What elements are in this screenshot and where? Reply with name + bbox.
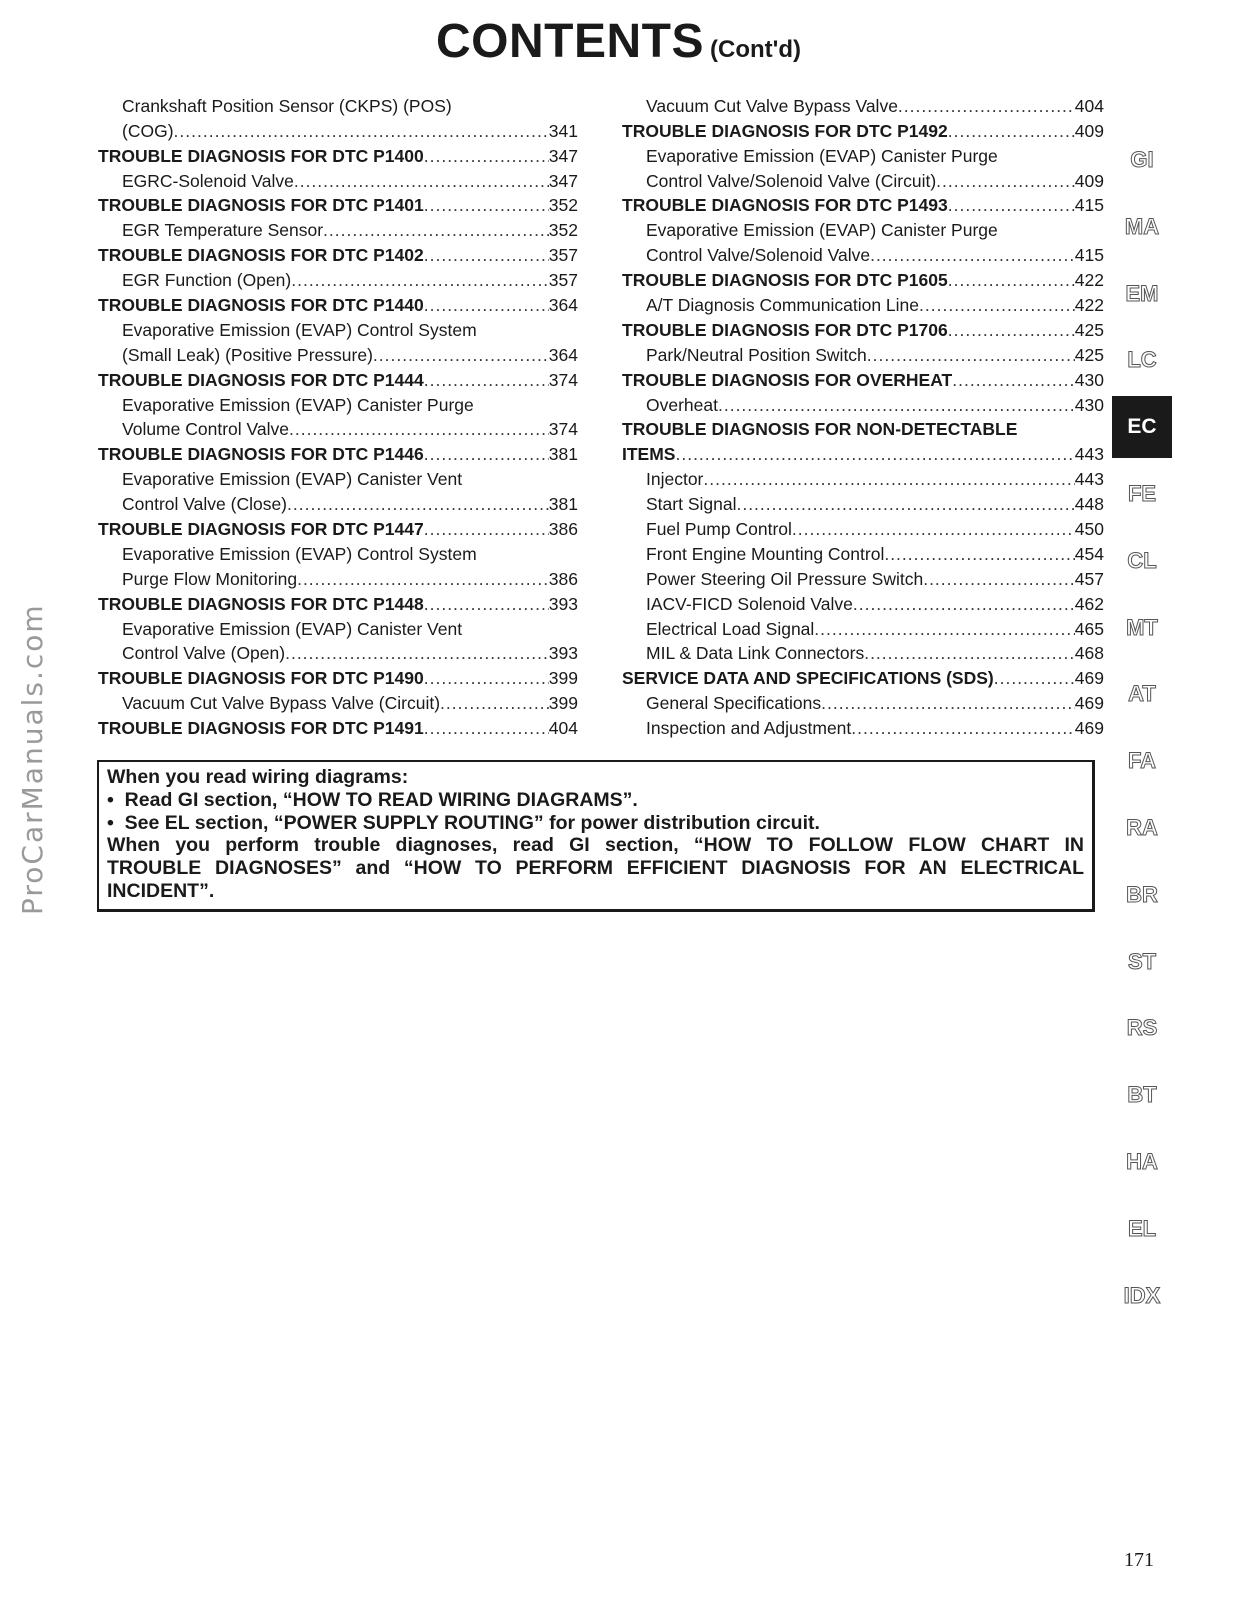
toc-entry-leader (424, 668, 549, 688)
notice-bullet-2-text: See EL section, “POWER SUPPLY ROUTING” for power distribution circuit. (124, 811, 820, 834)
toc-entry-label: Control Valve (Open) (122, 643, 286, 664)
toc-entry-label: EGR Temperature Sensor (122, 220, 324, 241)
toc-entry-leader (948, 121, 1075, 141)
toc-entry-page: 386 (548, 519, 578, 540)
toc-entry-page: 469 (1074, 693, 1104, 714)
toc-entry-label: TROUBLE DIAGNOSIS FOR DTC P1446 (98, 444, 424, 465)
toc-entry-label: TROUBLE DIAGNOSIS FOR DTC P1448 (98, 593, 424, 614)
toc-entry-label: Power Steering Oil Pressure Switch (646, 568, 924, 589)
toc-entry-page: 364 (548, 295, 578, 316)
toc-entry (622, 365, 1104, 390)
toc-entry-page: 465 (1074, 618, 1104, 639)
toc-entry (622, 489, 1104, 514)
toc-entry-leader (297, 569, 549, 589)
toc-entry-leader (919, 295, 1075, 315)
toc-entry-page: 381 (548, 444, 578, 465)
toc-entry (622, 415, 1104, 440)
toc-entry-label: Evaporative Emission (EVAP) Control System (122, 543, 477, 564)
toc-entry-leader (736, 494, 1074, 514)
toc-entry-label: Evaporative Emission (EVAP) Canister Purge (646, 145, 998, 166)
toc-entry-page: 357 (548, 270, 578, 291)
toc-entry (98, 489, 578, 514)
notice-bullet-1-text: Read GI section, “HOW TO READ WIRING DIAGRAMS”. (124, 788, 638, 811)
page-title (0, 14, 1237, 69)
toc-entry-page: 469 (1074, 718, 1104, 739)
section-tab-lc[interactable]: LC (1127, 347, 1157, 373)
section-tab-cl[interactable]: CL (1127, 547, 1157, 573)
toc-entry-leader (718, 395, 1075, 415)
toc-entry (622, 564, 1104, 589)
wiring-diagram-notice (97, 760, 1095, 912)
toc-entry-label: Vacuum Cut Valve Bypass Valve (Circuit) (122, 693, 441, 714)
section-tab-ha[interactable]: HA (1126, 1149, 1158, 1174)
toc-entry-page: 425 (1074, 319, 1104, 340)
toc-entry-page: 399 (548, 668, 578, 689)
toc-entry-page: 457 (1074, 568, 1104, 589)
section-tab-idx[interactable]: IDX (1123, 1282, 1161, 1308)
toc-entry (98, 713, 578, 738)
toc-entry (622, 315, 1104, 340)
toc-entry-label: Purge Flow Monitoring (122, 568, 298, 589)
toc-entry (98, 464, 578, 489)
toc-entry-leader (424, 519, 549, 539)
title-main: CONTENTS (436, 15, 704, 68)
toc-entry-page: 381 (548, 494, 578, 515)
toc-entry-label: TROUBLE DIAGNOSIS FOR DTC P1706 (622, 319, 948, 340)
toc-entry-page: 404 (1074, 95, 1104, 116)
toc-entry-leader (948, 195, 1075, 215)
toc-entry-leader (948, 270, 1075, 290)
toc-entry-label: General Specifications (646, 693, 822, 714)
toc-entry-label: TROUBLE DIAGNOSIS FOR DTC P1444 (98, 369, 424, 390)
toc-entry-leader (864, 643, 1075, 663)
toc-entry-page: 347 (548, 145, 578, 166)
section-tab-ma[interactable]: MA (1124, 213, 1160, 239)
toc-entry (622, 713, 1104, 738)
toc-entry-leader (853, 594, 1075, 614)
toc-entry-page: 430 (1074, 394, 1104, 415)
section-tab-gi[interactable]: GI (1130, 147, 1154, 172)
toc-entry-page: 347 (548, 170, 578, 191)
section-tab-ra[interactable]: RA (1126, 815, 1158, 840)
toc-entry-page: 409 (1074, 170, 1104, 191)
toc-left-column (98, 91, 578, 738)
toc-entry (98, 614, 578, 639)
notice-paragraph-line-2: TROUBLE DIAGNOSES” and “HOW TO PERFORM EFFICIENT DIAGNOSIS FOR AN ELECTRICAL (107, 857, 1084, 880)
toc-entry-leader (424, 146, 549, 166)
toc-entry-label: Fuel Pump Control (646, 519, 792, 540)
toc-entry (622, 464, 1104, 489)
toc-entry-leader (994, 668, 1075, 688)
toc-entry-label: Injector (646, 469, 704, 490)
toc-entry-leader (373, 345, 549, 365)
toc-entry-leader (424, 295, 549, 315)
toc-entry-leader (424, 245, 549, 265)
toc-entry-page: 443 (1074, 444, 1104, 465)
section-tab-st[interactable]: ST (1127, 948, 1157, 974)
toc-entry (622, 116, 1104, 141)
toc-entry (98, 539, 578, 564)
toc-entry-label: EGR Function (Open) (122, 270, 292, 291)
toc-entry-leader (424, 594, 549, 614)
toc-entry (98, 315, 578, 340)
toc-entry-page: 352 (548, 195, 578, 216)
toc-entry-label: (COG) (122, 120, 174, 141)
notice-bullet-1 (107, 789, 1084, 812)
toc-entry (622, 614, 1104, 639)
toc-entry-label: Crankshaft Position Sensor (CKPS) (POS) (122, 95, 452, 116)
toc-entry-leader (440, 693, 549, 713)
toc-entry (622, 539, 1104, 564)
toc-entry-label: TROUBLE DIAGNOSIS FOR DTC P1401 (98, 195, 424, 216)
notice-paragraph-line-1: When you perform trouble diagnoses, read GI section, “HOW TO FOLLOW FLOW CHART IN (107, 834, 1084, 857)
toc-entry-leader (424, 718, 549, 738)
toc-entry-leader (867, 345, 1075, 365)
toc-entry (98, 390, 578, 415)
toc-entry-page: 393 (548, 643, 578, 664)
toc-entry-page: 352 (548, 220, 578, 241)
toc-entry-page: 374 (548, 419, 578, 440)
toc-entry-page: 422 (1074, 295, 1104, 316)
toc-entry-leader (884, 544, 1074, 564)
toc-entry-page: 469 (1074, 668, 1104, 689)
toc-entry-label: TROUBLE DIAGNOSIS FOR OVERHEAT (622, 369, 953, 390)
toc-entry-label: Evaporative Emission (EVAP) Canister Vent (122, 618, 463, 639)
toc-entry (622, 439, 1104, 464)
toc-entry-label: EGRC-Solenoid Valve (122, 170, 294, 191)
toc-entry-label: IACV-FICD Solenoid Valve (646, 593, 853, 614)
toc-entry-label: TROUBLE DIAGNOSIS FOR DTC P1400 (98, 145, 424, 166)
section-tab-em[interactable]: EM (1125, 280, 1159, 306)
toc-entry-label: Control Valve (Close) (122, 494, 288, 515)
toc-entry (98, 91, 578, 116)
toc-entry (622, 240, 1104, 265)
toc-entry-label: Control Valve/Solenoid Valve (Circuit) (646, 170, 937, 191)
toc-entry-page: 399 (548, 693, 578, 714)
toc-entry-label: TROUBLE DIAGNOSIS FOR DTC P1491 (98, 718, 424, 739)
toc-entry (622, 91, 1104, 116)
toc-entry-page: 430 (1074, 369, 1104, 390)
toc-entry-leader (948, 320, 1075, 340)
toc-entry (622, 141, 1104, 166)
toc-entry-leader (821, 693, 1075, 713)
toc-entry-label: A/T Diagnosis Communication Line (646, 295, 920, 316)
toc-entry-leader (703, 469, 1074, 489)
toc-entry (98, 639, 578, 664)
toc-entry-label: Evaporative Emission (EVAP) Control System (122, 319, 477, 340)
section-tab-at[interactable]: AT (1128, 681, 1156, 707)
toc-entry-label: Evaporative Emission (EVAP) Canister Vent (122, 469, 463, 490)
toc-entry-page: 386 (548, 568, 578, 589)
toc-entry-label: Vacuum Cut Valve Bypass Valve (646, 95, 898, 116)
toc-entry-label: Inspection and Adjustment (646, 718, 852, 739)
toc-entry-leader (323, 220, 549, 240)
toc-entry-label: TROUBLE DIAGNOSIS FOR DTC P1447 (98, 519, 424, 540)
toc-entry (98, 564, 578, 589)
section-tab-fa[interactable]: FA (1127, 748, 1157, 774)
toc-entry-leader (675, 444, 1074, 464)
toc-entry-label: TROUBLE DIAGNOSIS FOR DTC P1402 (98, 245, 424, 266)
toc-entry (98, 439, 578, 464)
toc-right-column (622, 91, 1104, 738)
toc-entry (98, 141, 578, 166)
toc-entry-page: 364 (548, 344, 578, 365)
section-tab-fe[interactable]: FE (1127, 481, 1157, 506)
toc-entry (98, 166, 578, 191)
toc-entry-label: TROUBLE DIAGNOSIS FOR NON-DETECTABLE (622, 419, 1018, 440)
toc-entry-leader (424, 195, 549, 215)
section-tab-rs[interactable]: RS (1126, 1015, 1158, 1041)
toc-entry-leader (424, 370, 549, 390)
toc-entry-label: Control Valve/Solenoid Valve (646, 245, 871, 266)
toc-entry-label: Park/Neutral Position Switch (646, 344, 867, 365)
toc-entry-leader (936, 171, 1075, 191)
toc-entry-label: SERVICE DATA AND SPECIFICATIONS (SDS) (622, 668, 994, 689)
toc-entry-label: TROUBLE DIAGNOSIS FOR DTC P1493 (622, 195, 948, 216)
toc-entry-page: 404 (548, 718, 578, 739)
toc-entry-page: 454 (1074, 543, 1104, 564)
toc-entry-label: Overheat (646, 394, 718, 415)
toc-entry (622, 340, 1104, 365)
toc-entry (98, 365, 578, 390)
section-tab-br[interactable]: BR (1126, 881, 1158, 907)
toc-entry-leader (294, 171, 549, 191)
toc-entry (622, 265, 1104, 290)
toc-entry-leader (870, 245, 1075, 265)
toc-entry-leader (424, 444, 549, 464)
toc-entry-leader (285, 643, 549, 663)
toc-entry-page: 450 (1074, 519, 1104, 540)
toc-entry (98, 215, 578, 240)
toc-entry-label: TROUBLE DIAGNOSIS FOR DTC P1490 (98, 668, 424, 689)
toc-entry-leader (287, 494, 549, 514)
toc-entry-page: 409 (1074, 120, 1104, 141)
toc-entry (622, 290, 1104, 315)
toc-entry-label: Evaporative Emission (EVAP) Canister Purge (122, 394, 474, 415)
toc-entry (622, 390, 1104, 415)
toc-entry-label: (Small Leak) (Positive Pressure) (122, 344, 373, 365)
toc-entry (98, 415, 578, 440)
toc-entry-page: 468 (1074, 643, 1104, 664)
notice-bullet-2 (107, 812, 1084, 835)
toc-entry (622, 639, 1104, 664)
toc-entry (622, 514, 1104, 539)
section-tab-el[interactable]: EL (1127, 1215, 1157, 1241)
watermark: ProCarManuals.com (16, 603, 49, 915)
toc-entry-leader (291, 270, 549, 290)
toc-entry-label: Volume Control Valve (122, 419, 289, 440)
toc-entry-label: Evaporative Emission (EVAP) Canister Purge (646, 220, 998, 241)
toc-entry-leader (174, 121, 549, 141)
section-tab-bt[interactable]: BT (1127, 1082, 1157, 1108)
toc-entry-page: 357 (548, 245, 578, 266)
toc-entry-page: 443 (1074, 469, 1104, 490)
toc-entry (622, 663, 1104, 688)
toc-entry-label: TROUBLE DIAGNOSIS FOR DTC P1605 (622, 270, 948, 291)
toc-entry-page: 425 (1074, 344, 1104, 365)
toc-entry (98, 290, 578, 315)
toc-entry-page: 415 (1074, 195, 1104, 216)
toc-entry (98, 688, 578, 713)
toc-entry-label: Electrical Load Signal (646, 618, 815, 639)
toc-entry-leader (898, 96, 1075, 116)
toc-entry-label: Start Signal (646, 494, 737, 515)
toc-entry (98, 340, 578, 365)
toc-entry-label: ITEMS (622, 444, 676, 465)
toc-entry-leader (792, 519, 1075, 539)
toc-entry-leader (814, 619, 1075, 639)
toc-entry-page: 462 (1074, 593, 1104, 614)
toc-entry (98, 240, 578, 265)
toc-entry (98, 191, 578, 216)
toc-entry-leader (289, 419, 549, 439)
toc-entry-page: 341 (548, 120, 578, 141)
toc-entry-page: 448 (1074, 494, 1104, 515)
toc-entry-page: 374 (548, 369, 578, 390)
toc-entry (98, 514, 578, 539)
toc-entry-page: 422 (1074, 270, 1104, 291)
toc-entry (622, 589, 1104, 614)
notice-paragraph-line-3: INCIDENT”. (107, 879, 215, 902)
toc-entry (622, 191, 1104, 216)
toc-entry-leader (923, 569, 1075, 589)
toc-entry-label: MIL & Data Link Connectors (646, 643, 865, 664)
toc-entry-label: TROUBLE DIAGNOSIS FOR DTC P1492 (622, 120, 948, 141)
title-subtitle: (Cont'd) (710, 36, 801, 63)
toc-entry (98, 663, 578, 688)
toc-entry-label: TROUBLE DIAGNOSIS FOR DTC P1440 (98, 295, 424, 316)
section-tab-mt[interactable]: MT (1126, 614, 1158, 640)
toc-entry (622, 166, 1104, 191)
page-number: 171 (1124, 1549, 1154, 1571)
section-tab-ec[interactable]: EC (1112, 396, 1172, 458)
toc-entry (622, 215, 1104, 240)
toc-entry-page: 415 (1074, 245, 1104, 266)
toc-entry (98, 116, 578, 141)
toc-entry (98, 265, 578, 290)
toc-entry-label: Front Engine Mounting Control (646, 543, 885, 564)
toc-entry-leader (952, 370, 1075, 390)
toc-entry (622, 688, 1104, 713)
toc-entry-page: 393 (548, 593, 578, 614)
toc-entry-leader (851, 718, 1075, 738)
notice-heading: When you read wiring diagrams: (107, 766, 409, 788)
toc-entry (98, 589, 578, 614)
